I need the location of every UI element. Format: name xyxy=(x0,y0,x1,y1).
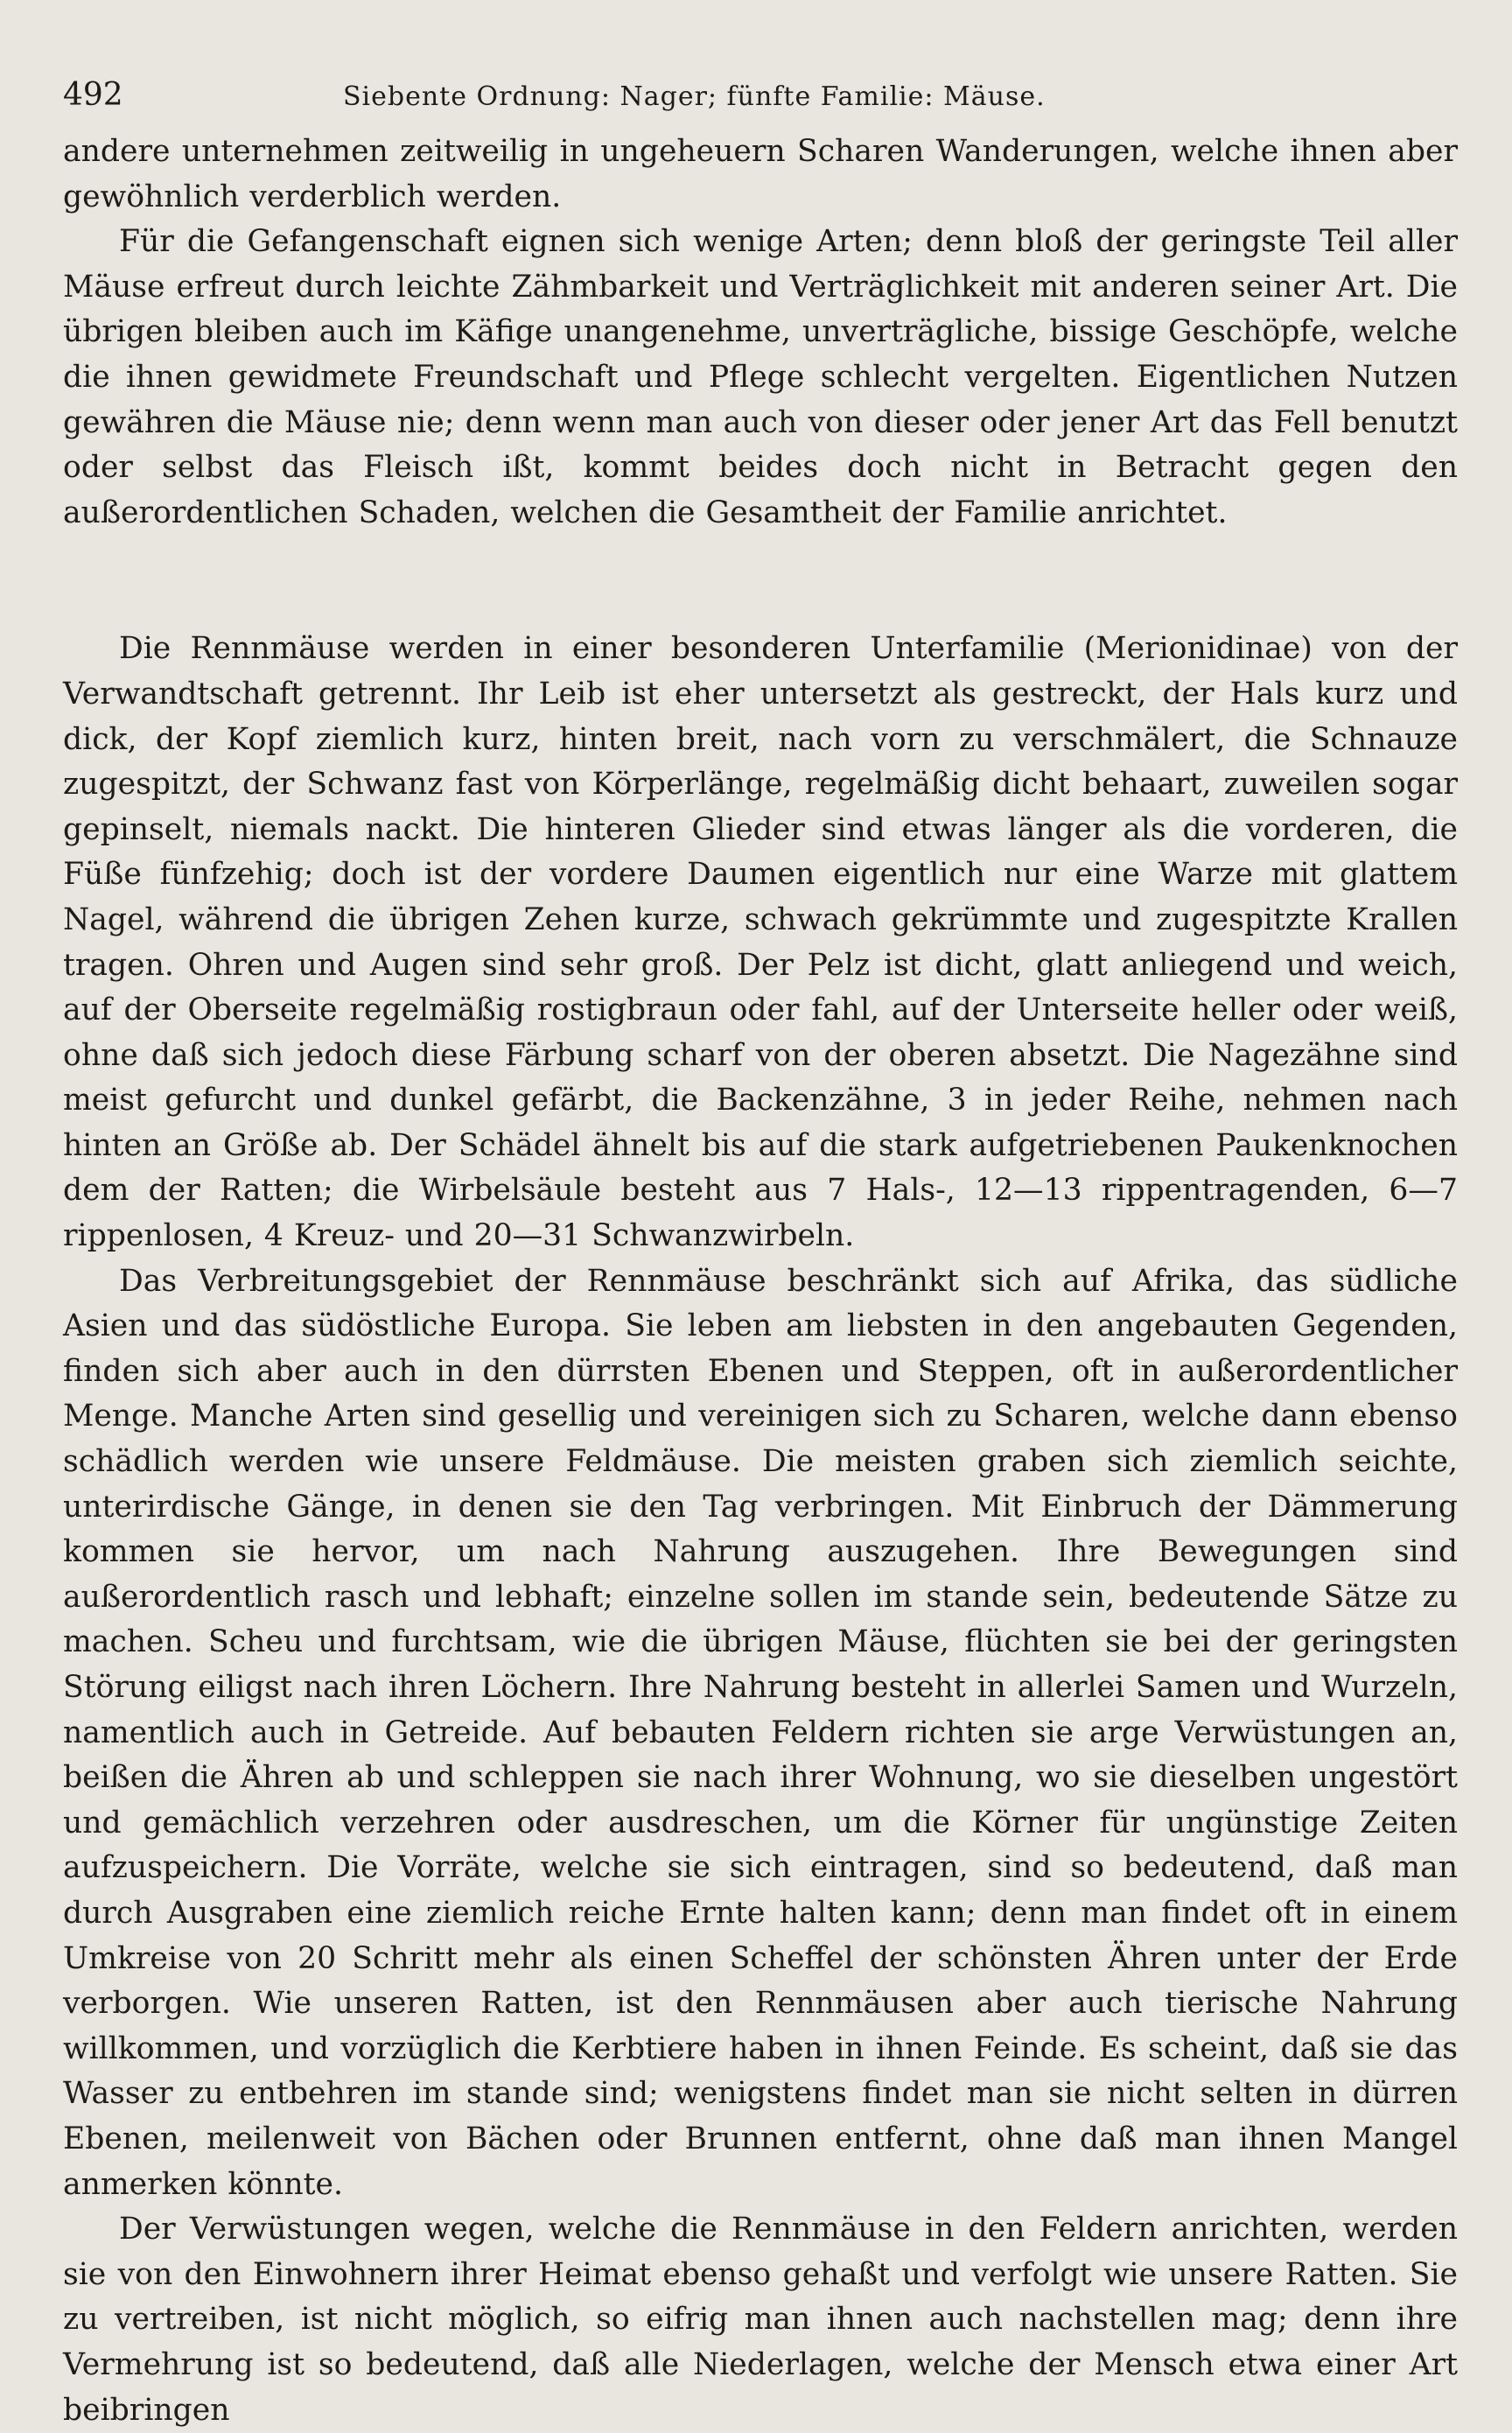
section-gerbils xyxy=(63,627,1458,2433)
page-number: 492 xyxy=(63,77,123,113)
section-gap xyxy=(63,536,1458,627)
paragraph-gerbil-distribution: Das Verbreitungsgebiet der Rennmäuse beschränkt sich auf Afrika, das südliche Asien und das südöstliche Europa. Sie leben am liebsten in den angebauten Gegenden, finden sich aber auch in den dürrsten Ebenen und Steppen, oft in außerordentlicher Menge. Manche Arten sind gesellig und vereinigen sich zu Scharen, welche dann ebenso schädlich werden wie unsere Feldmäuse. Die meisten graben sich ziemlich seichte, unterirdische Gänge, in denen sie den Tag verbringen. Mit Einbruch der Dämmerung kommen sie hervor, um nach Nahrung auszugehen. Ihre Bewegungen sind außerordentlich rasch und lebhaft; einzelne sollen im stande sein, bedeutende Sätze zu machen. Scheu und furchtsam, wie die übrigen Mäuse, flüchten sie bei der geringsten Störung eiligst nach ihren Löchern. Ihre Nahrung besteht in allerlei Samen und Wurzeln, namentlich auch in Getreide. Auf bebauten Feldern richten sie arge Verwüstungen an, beißen die Ähren ab und schleppen sie nach ihrer Wohnung, wo sie dieselben ungestört und gemächlich verzehren oder ausdreschen, um die Körner für ungünstige Zeiten aufzuspeichern. Die Vorräte, welche sie sich eintragen, sind so bedeutend, daß man durch Ausgraben eine ziemlich reiche Ernte halten kann; denn man findet oft in einem Umkreise von 20 Schritt mehr als einen Scheffel der schönsten Ähren unter der Erde verborgen. Wie unseren Ratten, ist den Rennmäusen aber auch tierische Nahrung willkommen, und vorzüglich die Kerbtiere haben in ihnen Feinde. Es scheint, daß sie das Wasser zu entbehren im stande sind; wenigstens findet man sie nicht selten in dürren Ebenen, meilenweit von Bächen oder Brunnen entfernt, ohne daß man ihnen Mangel anmerken könnte. xyxy=(63,1263,1458,2202)
section-mice-general xyxy=(63,130,1458,536)
page-header xyxy=(63,77,1458,130)
running-head: Siebente Ordnung: Nager; fünfte Familie: Mäuse. xyxy=(343,81,1046,112)
paragraph-continuation: andere unternehmen zeitweilig in ungeheuern Scharen Wanderungen, welche ihnen aber gewöhnlich verderblich werden. xyxy=(63,134,1458,214)
paragraph-captivity: Für die Gefangenschaft eignen sich wenige Arten; denn bloß der geringste Teil aller Mäuse erfreut durch leichte Zähmbarkeit und Verträglichkeit mit anderen seiner Art. Die übrigen bleiben auch im Käfige unangenehme, unverträgliche, bissige Geschöpfe, welche die ihnen gewidmete Freundschaft und Pflege schlecht vergelten. Eigentlichen Nutzen gewähren die Mäuse nie; denn wenn man auch von dieser oder jener Art das Fell benutzt oder selbst das Fleisch ißt, kommt beides doch nicht in Betracht gegen den außerordentlichen Schaden, welchen die Gesamtheit der Familie anrichtet. xyxy=(63,224,1458,530)
paragraph-gerbil-pests: Der Verwüstungen wegen, welche die Rennmäuse in den Feldern anrichten, werden sie von den Einwohnern ihrer Heimat ebenso gehaßt und verfolgt wie unsere Ratten. Sie zu vertreiben, ist nicht möglich, so eifrig man ihnen auch nachstellen mag; denn ihre Vermehrung ist so bedeutend, daß alle Niederlagen, welche der Mensch etwa einer Art beibringen xyxy=(63,2212,1458,2428)
paragraph-gerbil-description: Die Rennmäuse werden in einer besonderen Unterfamilie (Merionidinae) von der Verwandtschaft getrennt. Ihr Leib ist eher untersetzt als gestreckt, der Hals kurz und dick, der Kopf ziemlich kurz, hinten breit, nach vorn zu verschmälert, die Schnauze zugespitzt, der Schwanz fast von Körperlänge, regelmäßig dicht behaart, zuweilen sogar gepinselt, niemals nackt. Die hinteren Glieder sind etwas länger als die vorderen, die Füße fünfzehig; doch ist der vordere Daumen eigentlich nur eine Warze mit glattem Nagel, während die übrigen Zehen kurze, schwach gekrümmte und zugespitzte Krallen tragen. Ohren und Augen sind sehr groß. Der Pelz ist dicht, glatt anliegend und weich, auf der Oberseite regelmäßig rostigbraun oder fahl, auf der Unterseite heller oder weiß, ohne daß sich jedoch diese Färbung scharf von der oberen absetzt. Die Nagezähne sind meist gefurcht und dunkel gefärbt, die Backenzähne, 3 in jeder Reihe, nehmen nach hinten an Größe ab. Der Schädel ähnelt bis auf die stark aufgetriebenen Paukenknochen dem der Ratten; die Wirbelsäule besteht aus 7 Hals-, 12—13 rippentragenden, 6—7 rippenlosen, 4 Kreuz- und 20—31 Schwanzwirbeln. xyxy=(63,631,1458,1254)
